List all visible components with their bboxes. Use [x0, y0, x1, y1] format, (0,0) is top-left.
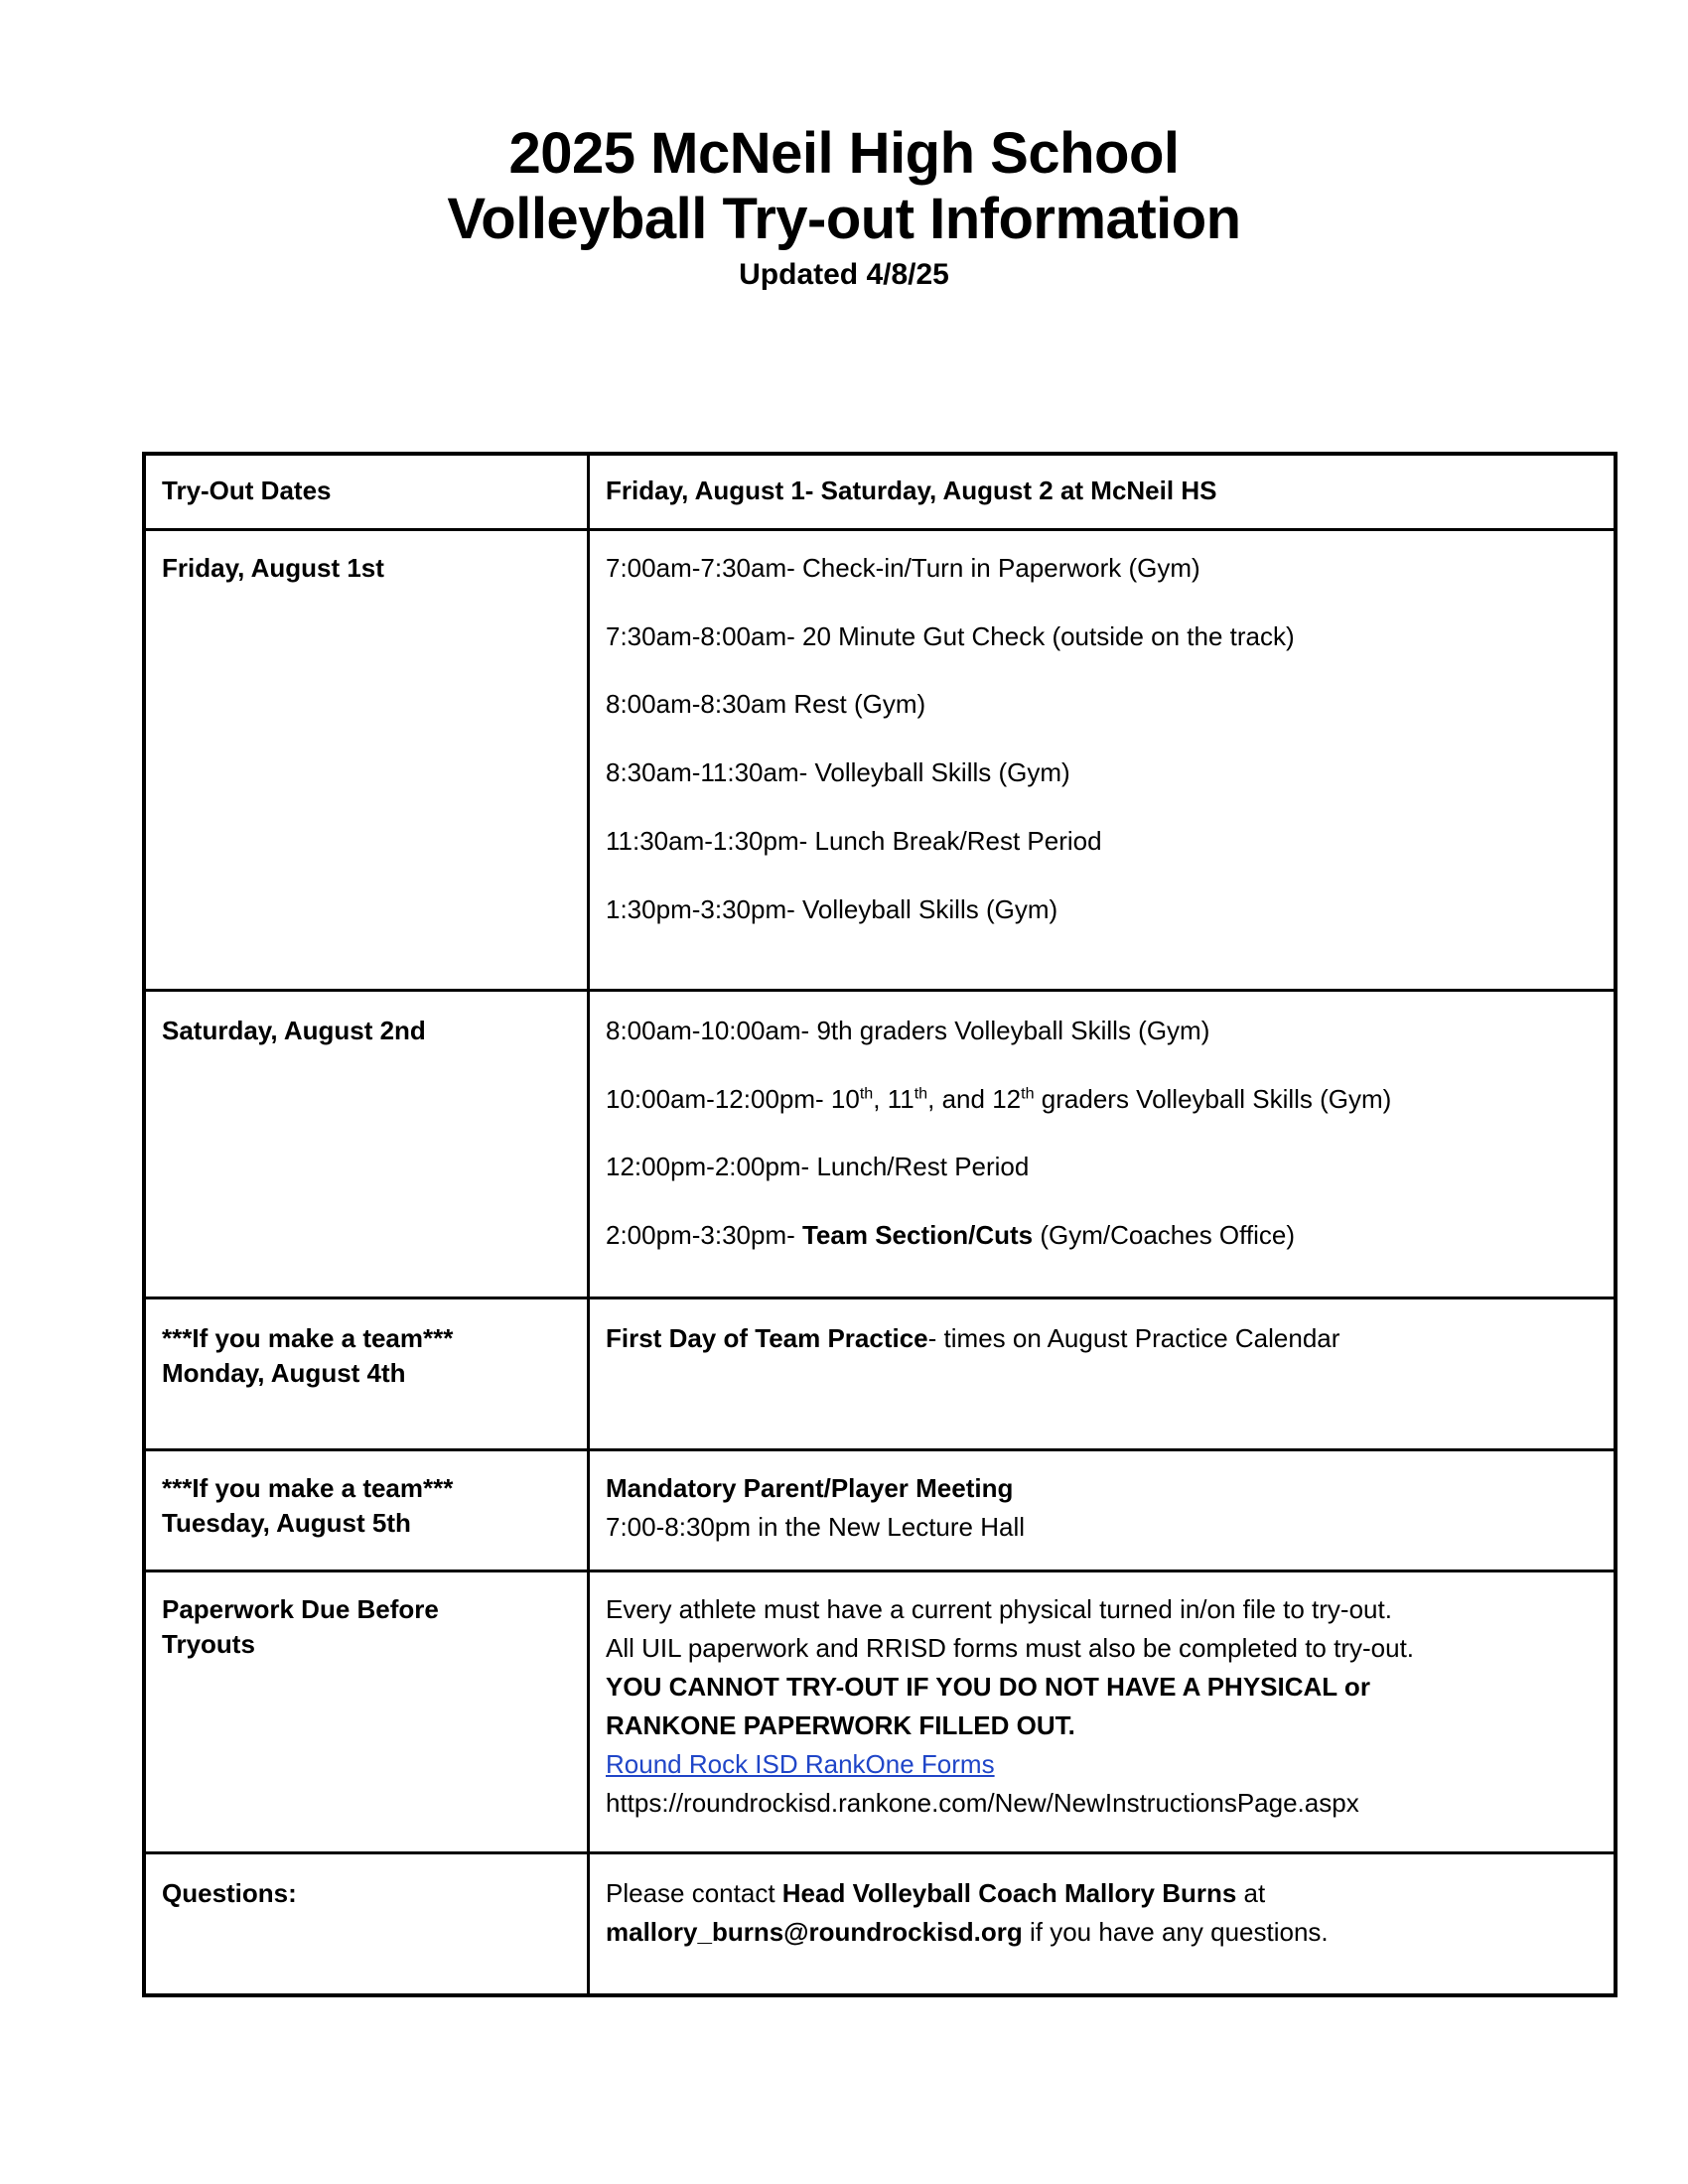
ordinal-suffix-12th: th: [1021, 1083, 1035, 1102]
paperwork-line-physical: Every athlete must have a current physical turned in/on file to try-out.: [606, 1594, 1392, 1625]
schedule-item: 8:30am-11:30am- Volleyball Skills (Gym): [606, 757, 1070, 788]
grades-suffix: graders Volleyball Skills (Gym): [1034, 1083, 1392, 1114]
coach-email: mallory_burns@roundrockisd.org: [606, 1917, 1023, 1948]
schedule-item: 7:00am-7:30am- Check-in/Turn in Paperwork (Gym): [606, 552, 1200, 583]
grades-mid-2: , and 12: [927, 1083, 1022, 1114]
contact-suffix: at: [1236, 1878, 1266, 1909]
first-practice-rest: - times on August Practice Calendar: [927, 1323, 1340, 1354]
contact-email-suffix: if you have any questions.: [1022, 1917, 1329, 1948]
rankone-forms-url: https://roundrockisd.rankone.com/New/NewInstructionsPage.aspx: [606, 1787, 1359, 1818]
row-label-tuesday-line-2: Tuesday, August 5th: [162, 1507, 411, 1538]
row-detail-saturday: [589, 990, 1617, 1297]
ordinal-suffix-10th: th: [859, 1083, 874, 1102]
schedule-item: 1:30pm-3:30pm- Volleyball Skills (Gym): [606, 893, 1058, 924]
coach-name: Head Volleyball Coach Mallory Burns: [781, 1878, 1237, 1909]
cuts-emphasis: Team Section/Cuts: [801, 1220, 1034, 1251]
row-label-tuesday-line-1: ***If you make a team***: [162, 1472, 454, 1503]
table-row: [144, 1853, 1616, 1995]
row-label-paperwork: [144, 1571, 589, 1853]
row-label-paperwork-line-1: Paperwork Due Before: [162, 1594, 439, 1625]
schedule-item: 8:00am-10:00am- 9th graders Volleyball Skills (Gym): [606, 1015, 1210, 1045]
contact-prefix: Please contact: [606, 1878, 782, 1909]
row-label-saturday: Saturday, August 2nd: [144, 990, 589, 1297]
row-label-tuesday: [144, 1449, 589, 1571]
row-detail-friday: [589, 529, 1617, 990]
schedule-item: 7:30am-8:00am- 20 Minute Gut Check (outside on the track): [606, 620, 1295, 651]
paperwork-warning-line-2: RANKONE PAPERWORK FILLED OUT.: [606, 1709, 1075, 1740]
grades-prefix: 10:00am-12:00pm- 10: [606, 1083, 860, 1114]
cuts-prefix: 2:00pm-3:30pm-: [606, 1220, 802, 1251]
tryout-schedule-table: [142, 452, 1618, 1997]
parent-meeting-time: 7:00-8:30pm in the New Lecture Hall: [606, 1511, 1026, 1542]
row-label-friday: Friday, August 1st: [144, 529, 589, 990]
row-label-monday-line-2: Monday, August 4th: [162, 1357, 406, 1388]
paperwork-line-uil: All UIL paperwork and RRISD forms must also be completed to try-out.: [606, 1633, 1415, 1664]
table-row: [144, 454, 1616, 529]
row-detail-monday: [589, 1298, 1617, 1450]
row-detail-tryout-dates: Friday, August 1- Saturday, August 2 at McNeil HS: [589, 454, 1617, 529]
rankone-forms-link-wrap: [606, 1747, 1600, 1782]
schedule-item-grades: [606, 1082, 1600, 1117]
schedule-item-cuts: [606, 1218, 1600, 1253]
page-title: [0, 121, 1688, 251]
row-detail-paperwork: [589, 1571, 1617, 1853]
parent-meeting-title: Mandatory Parent/Player Meeting: [606, 1472, 1014, 1503]
row-label-questions: Questions:: [144, 1853, 589, 1995]
table-row: [144, 1571, 1616, 1853]
row-label-monday-line-1: ***If you make a team***: [162, 1323, 454, 1354]
schedule-item: 12:00pm-2:00pm- Lunch/Rest Period: [606, 1152, 1030, 1182]
table-row: [144, 1449, 1616, 1571]
first-practice-emphasis: First Day of Team Practice: [606, 1323, 928, 1354]
first-practice-note: [606, 1321, 1600, 1356]
table-row: [144, 529, 1616, 990]
row-detail-questions: [589, 1853, 1617, 1995]
table-row: [144, 990, 1616, 1297]
contact-line: [606, 1876, 1600, 1911]
cuts-suffix: (Gym/Coaches Office): [1033, 1220, 1296, 1251]
page-subtitle: Updated 4/8/25: [739, 258, 949, 292]
row-label-monday: [144, 1298, 589, 1450]
schedule-item: 11:30am-1:30pm- Lunch Break/Rest Period: [606, 826, 1102, 857]
rankone-forms-link[interactable]: Round Rock ISD RankOne Forms: [606, 1748, 995, 1779]
page-title-line-2: Volleyball Try-out Information: [447, 186, 1241, 251]
contact-email-line: [606, 1915, 1600, 1950]
row-label-tryout-dates: Try-Out Dates: [144, 454, 589, 529]
table-row: [144, 1298, 1616, 1450]
ordinal-suffix-11th: th: [914, 1083, 928, 1102]
grades-mid-1: , 11: [873, 1083, 914, 1114]
page-title-line-1: 2025 McNeil High School: [508, 121, 1180, 186]
schedule-item: 8:00am-8:30am Rest (Gym): [606, 689, 926, 720]
row-label-paperwork-line-2: Tryouts: [162, 1629, 255, 1660]
document-header: [0, 0, 1688, 293]
paperwork-warning-line-1: YOU CANNOT TRY-OUT IF YOU DO NOT HAVE A PHYSICAL or: [606, 1672, 1370, 1703]
row-detail-tuesday: [589, 1449, 1617, 1571]
